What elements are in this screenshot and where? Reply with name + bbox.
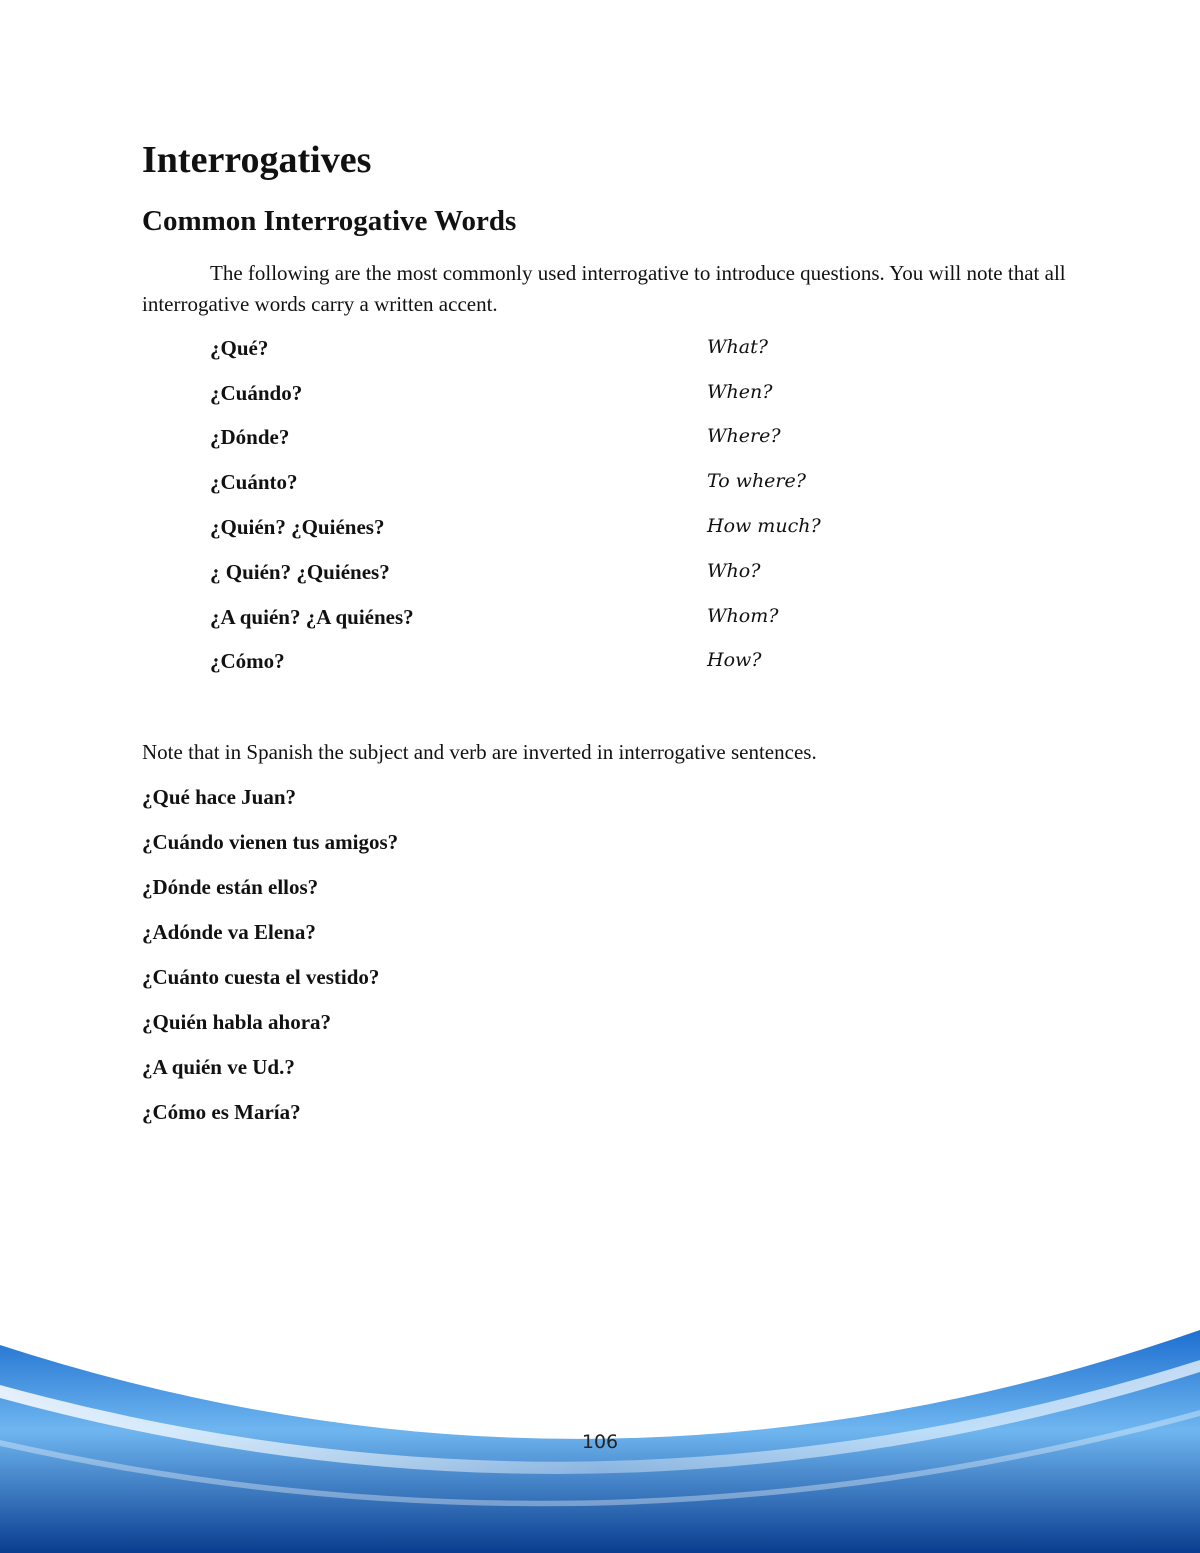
decorative-wave-footer	[0, 1290, 1200, 1553]
vocab-spanish: ¿Cuándo?	[210, 381, 303, 405]
vocab-english: Who?	[707, 560, 761, 582]
vocab-english: What?	[707, 336, 768, 358]
vocab-row	[210, 381, 1010, 411]
example-sentence: ¿Qué hace Juan?	[142, 785, 297, 809]
example-sentence: ¿A quién ve Ud.?	[142, 1055, 295, 1079]
vocab-english: How?	[707, 649, 762, 671]
vocab-english: How much?	[707, 515, 821, 537]
vocab-row	[210, 605, 1010, 635]
example-sentence: ¿Cómo es María?	[142, 1100, 301, 1124]
section-heading: Common Interrogative Words	[142, 205, 517, 237]
vocab-spanish: ¿Dónde?	[210, 425, 290, 449]
vocab-spanish: ¿Cómo?	[210, 649, 285, 673]
vocab-spanish: ¿ Quién? ¿Quiénes?	[210, 560, 390, 584]
vocab-row	[210, 560, 1010, 590]
vocab-english: Whom?	[707, 605, 779, 627]
vocab-row	[210, 470, 1010, 500]
vocab-spanish: ¿Quién? ¿Quiénes?	[210, 515, 385, 539]
intro-paragraph: The following are the most commonly used interrogative to introduce questions. You will note that all interrogative words carry a written accent.	[142, 261, 1066, 316]
example-sentence: ¿Dónde están ellos?	[142, 875, 319, 899]
vocab-row	[210, 649, 1010, 679]
note-paragraph: Note that in Spanish the subject and verb are inverted in interrogative sentences.	[142, 740, 817, 764]
example-sentence: ¿Cuánto cuesta el vestido?	[142, 965, 380, 989]
vocab-english: Where?	[707, 425, 781, 447]
vocab-spanish: ¿Cuánto?	[210, 470, 298, 494]
vocab-row	[210, 425, 1010, 455]
example-sentence: ¿Cuándo vienen tus amigos?	[142, 830, 399, 854]
page-number: 106	[581, 1431, 619, 1453]
vocab-spanish: ¿A quién? ¿A quiénes?	[210, 605, 414, 629]
vocab-english: When?	[707, 381, 773, 403]
vocab-spanish: ¿Qué?	[210, 336, 269, 360]
example-sentence: ¿Quién habla ahora?	[142, 1010, 332, 1034]
vocab-row	[210, 336, 1010, 366]
page-title: Interrogatives	[142, 139, 372, 181]
example-sentence: ¿Adónde va Elena?	[142, 920, 316, 944]
vocab-row	[210, 515, 1010, 545]
vocab-english: To where?	[707, 470, 806, 492]
